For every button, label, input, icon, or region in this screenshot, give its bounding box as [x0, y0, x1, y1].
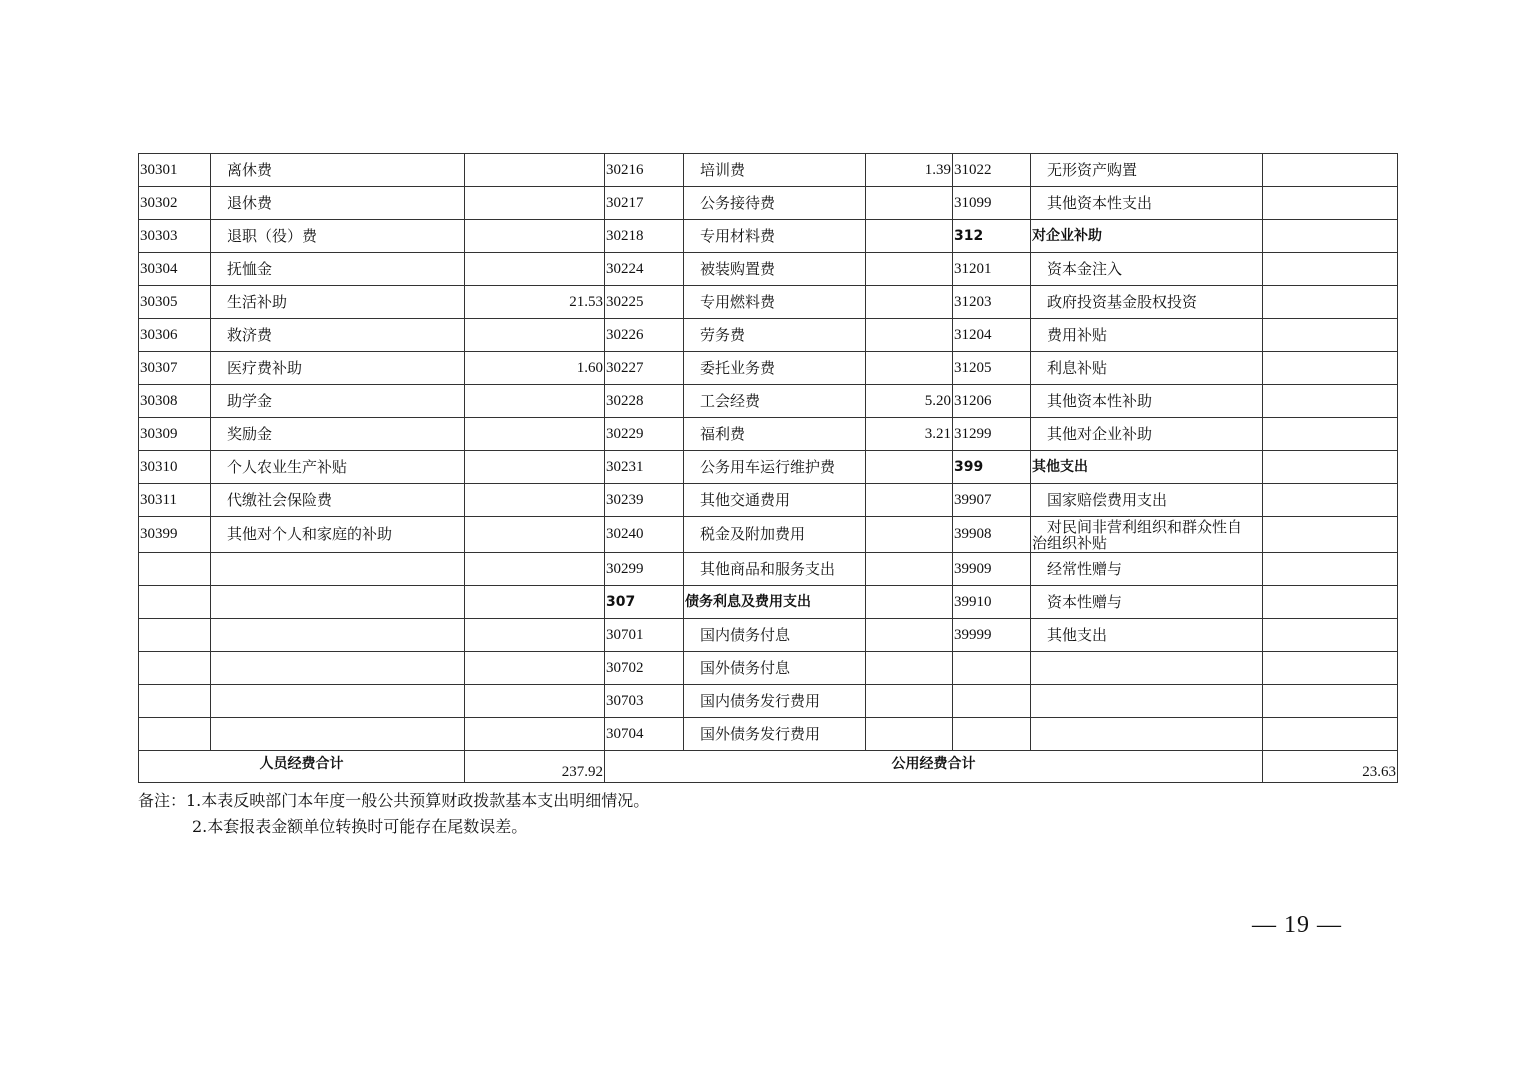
- econ-code: 30703: [605, 685, 684, 718]
- item-name: 税金及附加费用: [684, 517, 866, 553]
- table-row: [139, 385, 1398, 418]
- item-name: 生活补助: [211, 286, 465, 319]
- item-name: 国家赔偿费用支出: [1031, 484, 1263, 517]
- item-name: 培训费: [684, 154, 866, 187]
- item-name-line1: 对民间非营利组织和群众性自: [1047, 517, 1243, 536]
- econ-code: 30310: [139, 451, 211, 484]
- totals-row: [139, 751, 1398, 783]
- item-name: 奖励金: [211, 418, 465, 451]
- table-row: [139, 220, 1398, 253]
- item-name: [211, 553, 465, 586]
- amount-cell: [465, 586, 605, 619]
- amount-cell: [866, 619, 953, 652]
- item-name: 公务用车运行维护费: [684, 451, 866, 484]
- table-row: [139, 517, 1398, 553]
- item-name: 福利费: [684, 418, 866, 451]
- amount-cell: 1.39: [866, 154, 953, 187]
- personnel-total-label: 人员经费合计: [139, 751, 465, 783]
- item-name: [211, 685, 465, 718]
- item-name: 退职（役）费: [211, 220, 465, 253]
- amount-cell: [1263, 451, 1398, 484]
- amount-cell: [465, 484, 605, 517]
- budget-expenditure-table: [138, 153, 1398, 783]
- amount-cell: [465, 685, 605, 718]
- item-name: 政府投资基金股权投资: [1031, 286, 1263, 319]
- item-name: [211, 619, 465, 652]
- table-row: [139, 154, 1398, 187]
- amount-cell: [465, 451, 605, 484]
- amount-cell: [465, 517, 605, 553]
- amount-cell: [866, 484, 953, 517]
- econ-code: 31203: [953, 286, 1031, 319]
- item-name: 其他对个人和家庭的补助: [211, 517, 465, 553]
- category-name: 对企业补助: [1031, 220, 1263, 253]
- amount-cell: [866, 220, 953, 253]
- econ-code: 30227: [605, 352, 684, 385]
- econ-code: [139, 553, 211, 586]
- item-name: 其他资本性支出: [1031, 187, 1263, 220]
- amount-cell: [866, 517, 953, 553]
- amount-cell: [866, 352, 953, 385]
- econ-code: 30307: [139, 352, 211, 385]
- amount-cell: [1263, 154, 1398, 187]
- econ-code: 30224: [605, 253, 684, 286]
- table-row: [139, 418, 1398, 451]
- econ-code: [953, 652, 1031, 685]
- category-code: 312: [953, 220, 1031, 253]
- econ-code: 31022: [953, 154, 1031, 187]
- table-row: [139, 685, 1398, 718]
- amount-cell: [465, 718, 605, 751]
- amount-cell: [1263, 286, 1398, 319]
- econ-code: 39907: [953, 484, 1031, 517]
- remark-line-2: 2.本套报表金额单位转换时可能存在尾数误差。: [192, 817, 528, 836]
- econ-code: 30302: [139, 187, 211, 220]
- item-name: 公务接待费: [684, 187, 866, 220]
- amount-cell: [1263, 553, 1398, 586]
- econ-code: [139, 718, 211, 751]
- econ-code: [953, 718, 1031, 751]
- econ-code: [139, 652, 211, 685]
- item-name: 被装购置费: [684, 253, 866, 286]
- item-name: 专用材料费: [684, 220, 866, 253]
- amount-cell: [1263, 220, 1398, 253]
- econ-code: 30225: [605, 286, 684, 319]
- econ-code: 30229: [605, 418, 684, 451]
- table-row: [139, 718, 1398, 751]
- econ-code: 30301: [139, 154, 211, 187]
- amount-cell: [1263, 652, 1398, 685]
- table-row: [139, 451, 1398, 484]
- econ-code: 30701: [605, 619, 684, 652]
- amount-cell: [1263, 352, 1398, 385]
- item-name: 国外债务付息: [684, 652, 866, 685]
- category-code: 399: [953, 451, 1031, 484]
- item-name: 代缴社会保险费: [211, 484, 465, 517]
- amount-cell: [465, 619, 605, 652]
- amount-cell: [1263, 484, 1398, 517]
- amount-cell: [1263, 253, 1398, 286]
- item-name: 其他对企业补助: [1031, 418, 1263, 451]
- econ-code: 31299: [953, 418, 1031, 451]
- econ-code: [139, 586, 211, 619]
- amount-cell: 1.60: [465, 352, 605, 385]
- amount-cell: 3.21: [866, 418, 953, 451]
- econ-code: 30311: [139, 484, 211, 517]
- econ-code: 30304: [139, 253, 211, 286]
- table-row: [139, 286, 1398, 319]
- item-name: 无形资产购置: [1031, 154, 1263, 187]
- econ-code: 30704: [605, 718, 684, 751]
- amount-cell: [1263, 685, 1398, 718]
- table-row: [139, 619, 1398, 652]
- amount-cell: [1263, 418, 1398, 451]
- item-name: 助学金: [211, 385, 465, 418]
- econ-code: 30218: [605, 220, 684, 253]
- amount-cell: [465, 652, 605, 685]
- amount-cell: [465, 319, 605, 352]
- item-name: 利息补贴: [1031, 352, 1263, 385]
- category-name: 债务利息及费用支出: [684, 586, 866, 619]
- table-row: [139, 187, 1398, 220]
- amount-cell: [866, 451, 953, 484]
- item-name: 经常性赠与: [1031, 553, 1263, 586]
- item-name: 国内债务付息: [684, 619, 866, 652]
- amount-cell: [1263, 187, 1398, 220]
- amount-cell: [866, 685, 953, 718]
- table-row: [139, 319, 1398, 352]
- item-name: 退休费: [211, 187, 465, 220]
- public-total-label: 公用经费合计: [605, 751, 1263, 783]
- table-row: [139, 652, 1398, 685]
- item-name: 其他商品和服务支出: [684, 553, 866, 586]
- amount-cell: [465, 220, 605, 253]
- amount-cell: [1263, 586, 1398, 619]
- item-name: 救济费: [211, 319, 465, 352]
- econ-code: 30305: [139, 286, 211, 319]
- amount-cell: [465, 187, 605, 220]
- item-name: [211, 652, 465, 685]
- item-name: [1031, 685, 1263, 718]
- econ-code: 30303: [139, 220, 211, 253]
- econ-code: 30309: [139, 418, 211, 451]
- item-name: 其他交通费用: [684, 484, 866, 517]
- item-name: 委托业务费: [684, 352, 866, 385]
- personnel-total-amount: 237.92: [465, 751, 605, 783]
- econ-code: 30308: [139, 385, 211, 418]
- econ-code: 39908: [953, 517, 1031, 553]
- amount-cell: [866, 652, 953, 685]
- amount-cell: [1263, 517, 1398, 553]
- econ-code: 30399: [139, 517, 211, 553]
- item-name: 离休费: [211, 154, 465, 187]
- amount-cell: [866, 718, 953, 751]
- table-row: [139, 253, 1398, 286]
- item-name: [1031, 652, 1263, 685]
- econ-code: 31206: [953, 385, 1031, 418]
- remarks: [138, 788, 649, 840]
- amount-cell: 5.20: [866, 385, 953, 418]
- econ-code: 31204: [953, 319, 1031, 352]
- item-name: 个人农业生产补贴: [211, 451, 465, 484]
- item-name: 其他资本性补助: [1031, 385, 1263, 418]
- item-name: 其他支出: [1031, 619, 1263, 652]
- amount-cell: 21.53: [465, 286, 605, 319]
- econ-code: 30702: [605, 652, 684, 685]
- amount-cell: [1263, 385, 1398, 418]
- amount-cell: [465, 553, 605, 586]
- remark-line-1: 备注：1.本表反映部门本年度一般公共预算财政拨款基本支出明细情况。: [138, 791, 650, 810]
- category-code: 307: [605, 586, 684, 619]
- amount-cell: [465, 418, 605, 451]
- econ-code: 31205: [953, 352, 1031, 385]
- econ-code: 31201: [953, 253, 1031, 286]
- econ-code: 30240: [605, 517, 684, 553]
- amount-cell: [465, 385, 605, 418]
- econ-code: 39999: [953, 619, 1031, 652]
- table-row: [139, 484, 1398, 517]
- item-name: 资本性赠与: [1031, 586, 1263, 619]
- econ-code: 30216: [605, 154, 684, 187]
- item-name: 医疗费补助: [211, 352, 465, 385]
- econ-code: 30299: [605, 553, 684, 586]
- econ-code: 39909: [953, 553, 1031, 586]
- item-name: [211, 586, 465, 619]
- category-name: 其他支出: [1031, 451, 1263, 484]
- item-name: 抚恤金: [211, 253, 465, 286]
- amount-cell: [866, 319, 953, 352]
- amount-cell: [1263, 319, 1398, 352]
- public-total-amount: 23.63: [1263, 751, 1398, 783]
- item-name: [1031, 718, 1263, 751]
- amount-cell: [1263, 619, 1398, 652]
- table-row: [139, 352, 1398, 385]
- amount-cell: [866, 286, 953, 319]
- amount-cell: [465, 253, 605, 286]
- item-name: 工会经费: [684, 385, 866, 418]
- table-row: [139, 586, 1398, 619]
- item-name: 资本金注入: [1031, 253, 1263, 286]
- econ-code: 30228: [605, 385, 684, 418]
- item-name-line2: 治组织补贴: [1032, 533, 1108, 552]
- econ-code: 30239: [605, 484, 684, 517]
- amount-cell: [866, 187, 953, 220]
- item-name-wrapped: [1031, 517, 1263, 553]
- table-row: [139, 553, 1398, 586]
- item-name: 费用补贴: [1031, 319, 1263, 352]
- amount-cell: [1263, 718, 1398, 751]
- amount-cell: [866, 253, 953, 286]
- econ-code: 31099: [953, 187, 1031, 220]
- econ-code: 39910: [953, 586, 1031, 619]
- item-name: 专用燃料费: [684, 286, 866, 319]
- econ-code: [139, 685, 211, 718]
- page-number: — 19 —: [1252, 912, 1342, 938]
- econ-code: [953, 685, 1031, 718]
- item-name: 国外债务发行费用: [684, 718, 866, 751]
- econ-code: 30231: [605, 451, 684, 484]
- item-name: 劳务费: [684, 319, 866, 352]
- econ-code: [139, 619, 211, 652]
- econ-code: 30226: [605, 319, 684, 352]
- econ-code: 30306: [139, 319, 211, 352]
- econ-code: 30217: [605, 187, 684, 220]
- amount-cell: [866, 586, 953, 619]
- amount-cell: [465, 154, 605, 187]
- amount-cell: [866, 553, 953, 586]
- item-name: 国内债务发行费用: [684, 685, 866, 718]
- item-name: [211, 718, 465, 751]
